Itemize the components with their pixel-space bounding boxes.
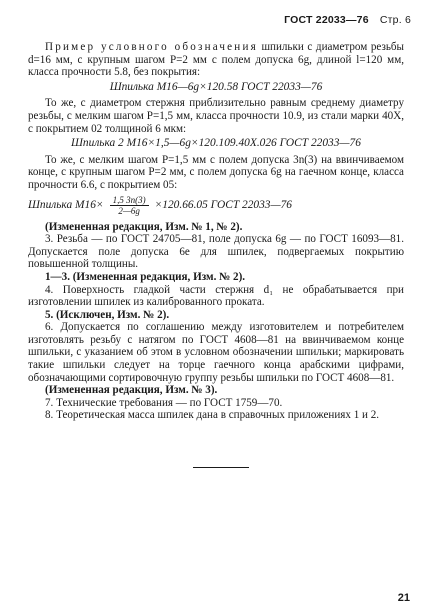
formula-3-fraction	[110, 195, 149, 216]
edit-note-3: (Измененная редакция, Изм. № 3).	[45, 384, 218, 397]
paragraph-3: То же, с мелким шагом P=1,5 мм с полем допуска 3n(3) на ввинчиваемом конце, с крупным шагом P=2 мм, с полем допуска 6g на гаечном конце, класса прочности 6.6, с покрытием 05:	[28, 153, 404, 191]
page-label: Стр. 6	[379, 14, 411, 26]
item-5: 5. (Исключен, Изм. № 2).	[45, 308, 170, 321]
formula-2: Шпилька 2 М16×1,5—6g×120.109.40Х.026 ГОСТ 22033—76	[71, 137, 361, 150]
example-paragraph	[28, 41, 404, 79]
example-title: Пример условного обозначения	[45, 41, 258, 53]
formula-3-right: ×120.66.05 ГОСТ 22033—76	[154, 198, 293, 211]
formula-3	[28, 195, 404, 216]
fraction-numerator: 1,5 3n(3)	[110, 195, 149, 206]
example-text: шпильки с диаметром резьбы d=16 мм, с крупным шагом P=2 мм с полем допуска 6g, длиной l=120 мм, класса прочности 5.8, без покрытия:	[28, 41, 404, 79]
fraction-denominator: 2—6g	[118, 205, 140, 216]
item-3: 3. Резьба — по ГОСТ 24705—81, поле допуска 6g — по ГОСТ 16093—81. Допускается поле допуска 6е для шпилек, подвергаемых покрытию повышенной толщины.	[28, 233, 404, 271]
item-8: 8. Теоретическая масса шпилек дана в справочных приложениях 1 и 2.	[45, 409, 380, 422]
edit-note-1: (Измененная редакция, Изм. № 1, № 2).	[45, 220, 243, 233]
formula-3-left: Шпилька М16×	[28, 198, 104, 211]
edit-note-2: 1—3. (Измененная редакция, Изм. № 2).	[45, 270, 246, 283]
item-4: 4. Поверхность гладкой части стержня d₁ не обрабатывается при изготовлении шпилек из калиброванного проката.	[28, 283, 404, 309]
page-number: 21	[397, 592, 410, 604]
paragraph-2: То же, с диаметром стержня приблизительно равным среднему диаметру резьбы, с мелким шагом P=1,5 мм, класса прочности 10.9, из стали марки 40Х, с покрытием 02 толщиной 6 мкм:	[28, 97, 404, 135]
item-6: 6. Допускается по соглашению между изготовителем и потребителем изготовлять резьбу с натягом по ГОСТ 4608—81 на ввинчиваемом конце шпильки, с указанием об этом в условном обозначении шпильки; маркировать такие шпильки следует на торце гаечного конца арабскими цифрами, обозначающими сортировочную группу резьбы шпильки по ГОСТ 4608—81.	[28, 321, 404, 384]
section-divider	[193, 467, 249, 468]
item-7: 7. Технические требования — по ГОСТ 1759—70.	[45, 396, 283, 409]
document-body	[28, 41, 404, 422]
formula-1: Шпилька М16—6g×120.58 ГОСТ 22033—76	[109, 80, 323, 93]
page-header	[284, 14, 411, 26]
standard-number: ГОСТ 22033—76	[284, 14, 369, 26]
